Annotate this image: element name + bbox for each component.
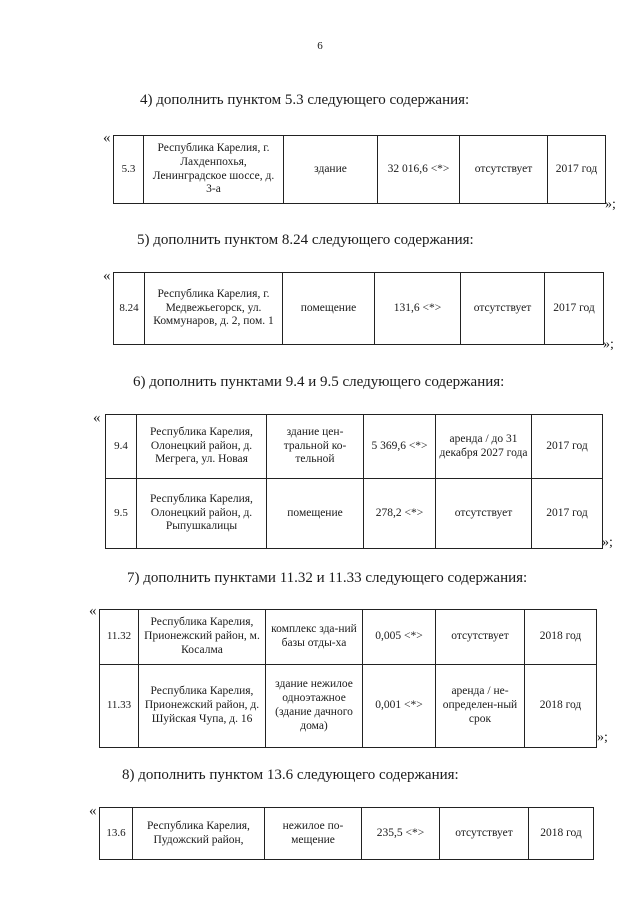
item-type: здание <box>284 136 378 204</box>
item-address: Республика Карелия, Пудожский район, <box>133 808 265 860</box>
section-heading: 6) дополнить пунктами 9.4 и 9.5 следующего содержания: <box>133 374 505 390</box>
item-encumbrance: аренда / до 31 декабря 2027 года <box>436 415 532 479</box>
property-table <box>99 807 594 860</box>
item-area: 32 016,6 <*> <box>378 136 460 204</box>
item-encumbrance: отсутствует <box>440 808 529 860</box>
page-number: 6 <box>317 40 323 52</box>
item-type: помещение <box>267 479 364 549</box>
table-row <box>100 610 597 665</box>
item-year: 2017 год <box>532 415 603 479</box>
item-number: 11.33 <box>100 665 139 748</box>
property-table <box>113 135 606 204</box>
item-area: 131,6 <*> <box>375 273 461 345</box>
table-row <box>114 136 606 204</box>
table-row <box>106 479 603 549</box>
item-type: здание нежилое одноэтажное (здание дачного дома) <box>266 665 363 748</box>
section-heading: 8) дополнить пунктом 13.6 следующего содержания: <box>122 767 459 783</box>
item-address: Республика Карелия, г. Медвежьегорск, ул. Коммунаров, д. 2, пом. 1 <box>145 273 283 345</box>
item-area: 278,2 <*> <box>364 479 436 549</box>
item-number: 13.6 <box>100 808 133 860</box>
item-year: 2018 год <box>525 665 597 748</box>
item-encumbrance: отсутствует <box>436 610 525 665</box>
item-address: Республика Карелия, Прионежский район, д. Шуйская Чупа, д. 16 <box>139 665 266 748</box>
quote-close: »; <box>605 197 616 212</box>
property-table <box>105 414 603 549</box>
item-address: Республика Карелия, Прионежский район, м. Косалма <box>139 610 266 665</box>
table-row <box>100 665 597 748</box>
item-type: комплекс зда-ний базы отды-ха <box>266 610 363 665</box>
item-area: 0,001 <*> <box>363 665 436 748</box>
property-table <box>113 272 604 345</box>
quote-close: »; <box>597 730 608 745</box>
item-address: Республика Карелия, г. Лахденпохья, Ленинградское шоссе, д. 3-а <box>144 136 284 204</box>
item-year: 2017 год <box>548 136 606 204</box>
table-row <box>100 808 594 860</box>
item-number: 8.24 <box>114 273 145 345</box>
item-area: 0,005 <*> <box>363 610 436 665</box>
item-type: нежилое по-мещение <box>265 808 362 860</box>
item-type: здание цен-тральной ко-тельной <box>267 415 364 479</box>
quote-open: « <box>103 268 111 284</box>
property-table <box>99 609 597 748</box>
item-address: Республика Карелия, Олонецкий район, д. Рыпушкалицы <box>137 479 267 549</box>
item-area: 5 369,6 <*> <box>364 415 436 479</box>
item-encumbrance: отсутствует <box>436 479 532 549</box>
quote-open: « <box>89 803 97 819</box>
item-address: Республика Карелия, Олонецкий район, д. Мегрега, ул. Новая <box>137 415 267 479</box>
quote-close: »; <box>603 337 614 352</box>
table-row <box>114 273 604 345</box>
item-encumbrance: отсутствует <box>461 273 545 345</box>
item-encumbrance: аренда / не-определен-ный срок <box>436 665 525 748</box>
table-row <box>106 415 603 479</box>
quote-close: »; <box>602 535 613 550</box>
item-number: 11.32 <box>100 610 139 665</box>
item-year: 2017 год <box>532 479 603 549</box>
item-type: помещение <box>283 273 375 345</box>
item-year: 2017 год <box>545 273 604 345</box>
item-encumbrance: отсутствует <box>460 136 548 204</box>
item-year: 2018 год <box>529 808 594 860</box>
section-heading: 7) дополнить пунктами 11.32 и 11.33 следующего содержания: <box>127 570 528 586</box>
item-year: 2018 год <box>525 610 597 665</box>
section-heading: 4) дополнить пунктом 5.3 следующего содержания: <box>140 92 470 108</box>
item-number: 9.4 <box>106 415 137 479</box>
quote-open: « <box>93 410 101 426</box>
quote-open: « <box>103 130 111 146</box>
section-heading: 5) дополнить пунктом 8.24 следующего содержания: <box>137 232 474 248</box>
quote-open: « <box>89 603 97 619</box>
item-area: 235,5 <*> <box>362 808 440 860</box>
item-number: 5.3 <box>114 136 144 204</box>
item-number: 9.5 <box>106 479 137 549</box>
